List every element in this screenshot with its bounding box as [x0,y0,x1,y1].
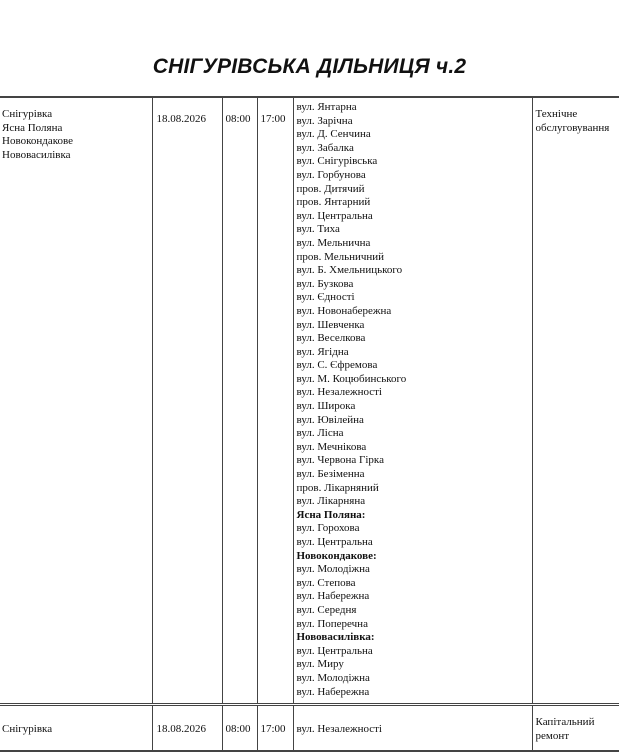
street-name: пров. Дитячий [297,183,532,197]
table-row [0,97,619,705]
street-name: вул. Центральна [297,536,532,550]
settlement-name: Нововасилівка [2,149,150,163]
work-type-line: Капітальний [536,716,619,730]
street-name: вул. Лісна [297,427,532,441]
street-name: вул. Поперечна [297,618,532,632]
street-name: вул. М. Коцюбинського [297,373,532,387]
street-name: вул. Мечнікова [297,441,532,455]
settlements-cell [0,705,152,751]
outage-schedule-table [0,96,619,752]
settlements-cell [0,97,152,705]
work-type-line: ремонт [536,730,619,744]
street-name: вул. Забалка [297,142,532,156]
work-type-cell [532,97,619,705]
street-name: вул. С. Єфремова [297,359,532,373]
street-name: вул. Горбунова [297,169,532,183]
settlement-heading: Новокондакове: [297,550,532,564]
date-cell: 18.08.2026 [152,705,222,751]
street-name: вул. Незалежності [297,723,532,737]
street-name: вул. Центральна [297,210,532,224]
street-name: вул. Ювілейна [297,414,532,428]
time-from-cell: 08:00 [222,705,257,751]
time-from-cell: 08:00 [222,97,257,705]
street-name: вул. Набережна [297,590,532,604]
settlement-name: Снігурівка [2,723,150,737]
street-name: пров. Янтарний [297,196,532,210]
date-cell: 18.08.2026 [152,97,222,705]
settlement-name: Новокондакове [2,135,150,149]
street-name: вул. Набережна [297,686,532,700]
street-name: вул. Шевченка [297,319,532,333]
street-name: вул. Миру [297,658,532,672]
street-name: вул. Тиха [297,223,532,237]
street-name: вул. Веселкова [297,332,532,346]
street-name: вул. Д. Сенчина [297,128,532,142]
street-name: вул. Новонабережна [297,305,532,319]
street-name: вул. Незалежності [297,386,532,400]
settlement-name: Ясна Поляна [2,122,150,136]
street-name: вул. Безіменна [297,468,532,482]
street-name: вул. Лікарняна [297,495,532,509]
street-name: пров. Мельничний [297,251,532,265]
street-name: вул. Бузкова [297,278,532,292]
street-name: вул. Центральна [297,645,532,659]
work-type-line: Технічне [536,108,619,122]
street-name: вул. Молодіжна [297,563,532,577]
street-name: вул. Червона Гірка [297,454,532,468]
street-name: вул. Снігурівська [297,155,532,169]
time-to-cell: 17:00 [257,705,293,751]
street-name: вул. Мельнична [297,237,532,251]
street-name: вул. Ягідна [297,346,532,360]
streets-cell [293,705,532,751]
street-name: вул. Зарічна [297,115,532,129]
street-name: пров. Лікарняний [297,482,532,496]
table-row [0,705,619,751]
streets-cell [293,97,532,705]
street-name: вул. Єдності [297,291,532,305]
settlement-heading: Ясна Поляна: [297,509,532,523]
street-name: вул. Горохова [297,522,532,536]
page-title: СНІГУРІВСЬКА ДІЛЬНИЦЯ ч.2 [0,55,619,79]
street-name: вул. Б. Хмельницького [297,264,532,278]
work-type-cell [532,705,619,751]
street-name: вул. Степова [297,577,532,591]
street-name: вул. Молодіжна [297,672,532,686]
street-name: вул. Янтарна [297,101,532,115]
time-to-cell: 17:00 [257,97,293,705]
work-type-line: обслуговування [536,122,619,136]
settlement-name: Снігурівка [2,108,150,122]
street-name: вул. Широка [297,400,532,414]
street-name: вул. Середня [297,604,532,618]
settlement-heading: Нововасилівка: [297,631,532,645]
